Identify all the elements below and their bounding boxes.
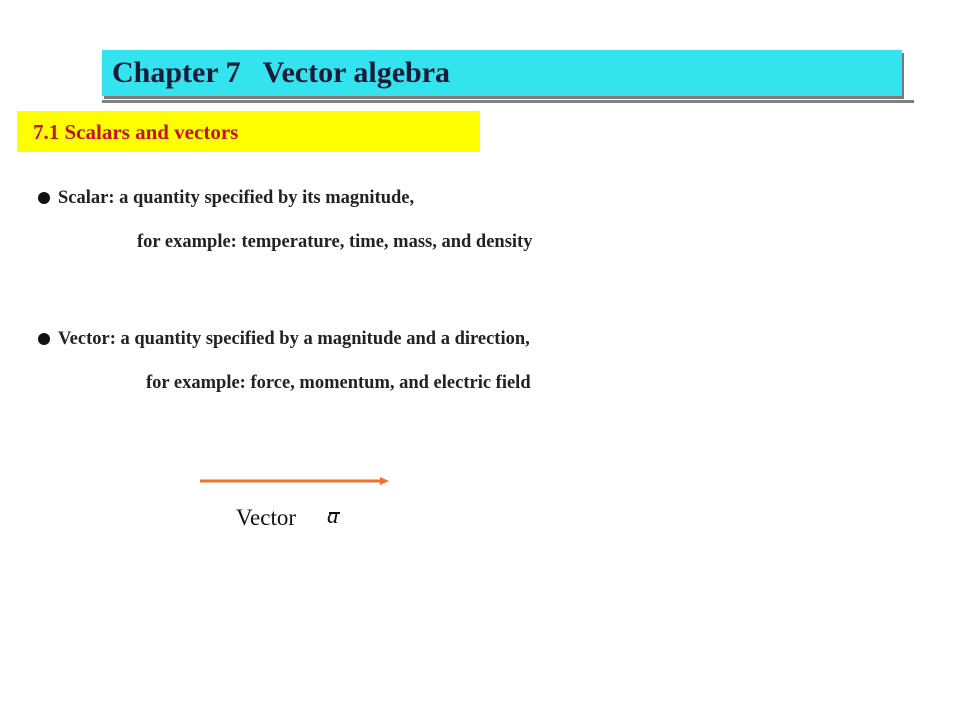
slide-title: Chapter 7 Vector algebra	[112, 56, 451, 89]
vector-definition: Vector: a quantity specified by a magnitude and a direction,	[58, 329, 530, 349]
bullet-icon	[38, 333, 50, 345]
bullet-icon	[38, 192, 50, 204]
vector-label: Vector	[236, 505, 297, 530]
vector-arrow-diagram	[190, 462, 400, 502]
vector-examples: for example: force, momentum, and electric field	[146, 373, 531, 393]
vector-arrow-head	[380, 477, 389, 485]
scalar-definition: Scalar: a quantity specified by its magnitude,	[58, 188, 415, 208]
scalar-examples: for example: temperature, time, mass, and density	[137, 232, 533, 252]
title-underline	[102, 100, 914, 103]
vector-symbol: a	[327, 503, 339, 528]
section-heading: 7.1 Scalars and vectors	[33, 120, 239, 144]
